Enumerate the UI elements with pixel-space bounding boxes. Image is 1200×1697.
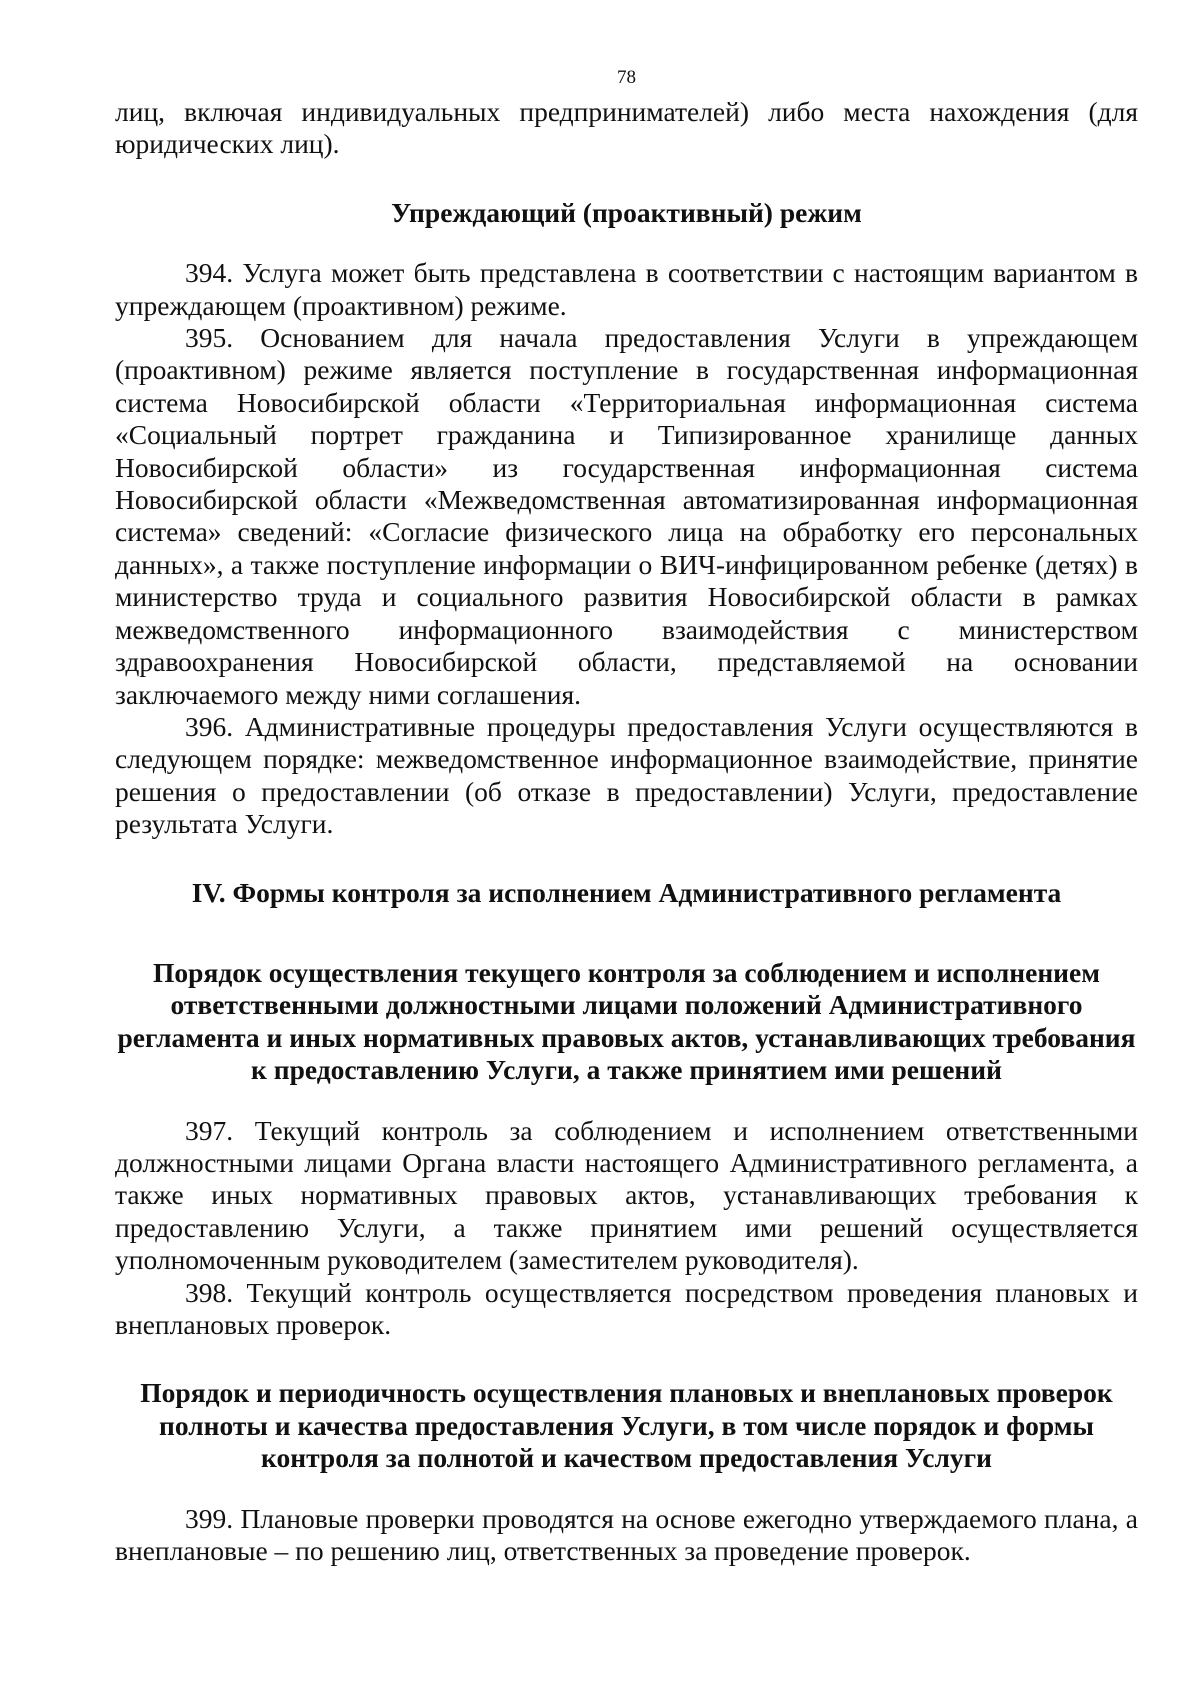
heading-section-iv: IV. Формы контроля за исполнением Административного регламента	[191, 876, 1062, 908]
paragraph-394: 394. Услуга может быть представлена в соответствии с настоящим вариантом в упреждающем (проактивном) режиме.	[115, 257, 1138, 321]
paragraph-396: 396. Административные процедуры предоставления Услуги осуществляются в следующем порядке: межведомственное информационное взаимодействие, принятие решения о предоставлении (об отказе в предоставлении) Услуги, предоставление результата Услуги.	[115, 710, 1138, 840]
paragraph-395: 395. Основанием для начала предоставления Услуги в упреждающем (проактивном) режиме является поступление в государственная информационная система Новосибирской области «Территориальная информационная система «Социальный портрет гражданина и Типизированное хранилище данных Новосибирской области» из государственная информационная система Новосибирской области «Межведомственная автоматизированная информационная система» сведений: «Согласие физического лица на обработку его персональных данных», а также поступление информации о ВИЧ-инфицированном ребенке (детях) в министерство труда и социального развития Новосибирской области в рамках межведомственного информационного взаимодействия с министерством здравоохранения Новосибирской области, представляемой на основании заключаемого между ними соглашения.	[115, 322, 1138, 710]
paragraph-continuation: лиц, включая индивидуальных предпринимателей) либо места нахождения (для юридических лиц).	[115, 96, 1138, 160]
paragraph-397: 397. Текущий контроль за соблюдением и исполнением ответственными должностными лицами Органа власти настоящего Административного регламента, а также иных нормативных правовых актов, устанавливающих требования к предоставлению Услуги, а также принятием ими решений осуществляется уполномоченным руководителем (заместителем руководителя).	[115, 1114, 1138, 1276]
paragraph-398: 398. Текущий контроль осуществляется посредством проведения плановых и внеплановых проверок.	[115, 1276, 1138, 1340]
heading-proactive-mode: Упреждающий (проактивный) режим	[391, 196, 862, 228]
heading-current-control: Порядок осуществления текущего контроля за соблюдением и исполнением ответственными должностными лицами положений Административного регламента и иных нормативных правовых актов, устанавливающих требования к предоставлению Услуги, а также принятием ими решений	[117, 956, 1136, 1086]
page-number: 78	[617, 67, 636, 88]
paragraph-399: 399. Плановые проверки проводятся на основе ежегодно утверждаемого плана, а внеплановые – по решению лиц, ответственных за проведение проверок.	[115, 1502, 1138, 1567]
heading-inspections: Порядок и периодичность осуществления плановых и внеплановых проверок полноты и качества предоставления Услуги, в том числе порядок и формы контроля за полнотой и качеством предоставления Услуги	[140, 1377, 1113, 1474]
